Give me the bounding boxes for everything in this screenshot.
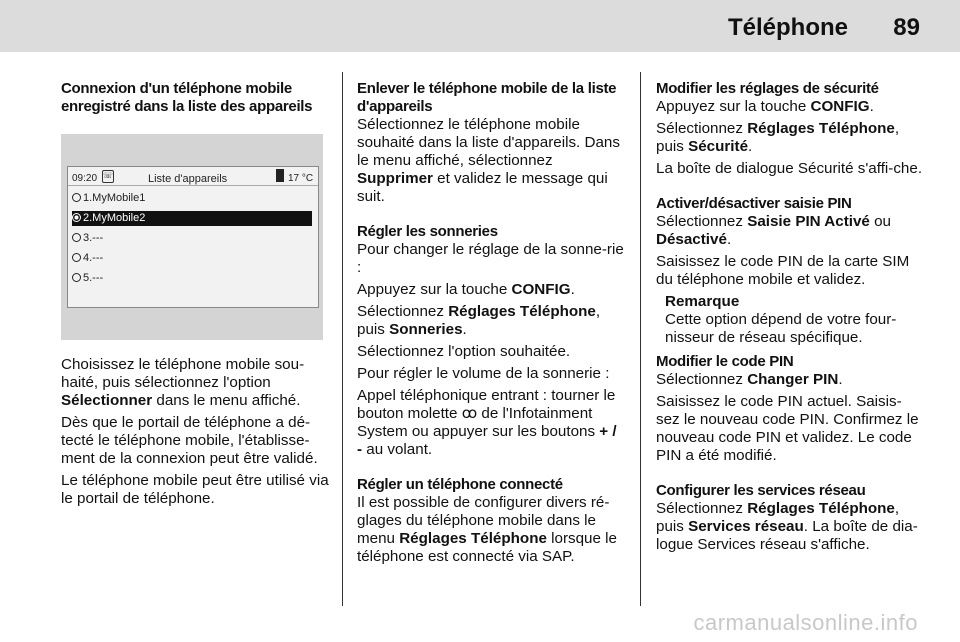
list-item: 1.MyMobile1 (72, 191, 312, 206)
page-number: 89 (893, 14, 920, 41)
paragraph: Sélectionnez Réglages Téléphone, puis Sonneries. (357, 303, 601, 338)
radio-icon (72, 273, 81, 282)
radio-selected-icon (72, 213, 81, 222)
thermometer-icon (276, 169, 284, 182)
column-divider (342, 72, 343, 606)
list-item-selected: 2.MyMobile2 (72, 211, 312, 226)
paragraph: Saisissez le code PIN de la carte SIM du téléphone mobile et validez. (656, 253, 910, 288)
paragraph: Appel téléphonique entrant : tourner le bouton molette ꝏ de l'Infotainment System ou appuyer sur les boutons + / - au volant. (357, 387, 617, 458)
section-heading: Connexion d'un téléphone mobile enregistré dans la liste des appareils (61, 80, 313, 115)
radio-icon (72, 253, 81, 262)
paragraph: La boîte de dialogue Sécurité s'affi-che. (656, 160, 923, 177)
column-divider (640, 72, 641, 606)
column-2 (357, 80, 625, 570)
device-list-figure (61, 134, 323, 340)
section-heading: Régler les sonneries (357, 223, 498, 240)
paragraph: Sélectionnez Réglages Téléphone, puis Sécurité. (656, 120, 900, 155)
note-text: Cette option dépend de votre four-nisseur de réseau spécifique. (665, 311, 897, 346)
screen-status-bar (68, 167, 318, 186)
section-heading: Modifier le code PIN (656, 353, 794, 370)
phone-icon: ☏ (102, 170, 114, 183)
paragraph: Sélectionnez le téléphone mobile souhaité dans la liste d'appareils. Dans le menu affiché, sélectionnez Supprimer et validez le message qui suit. (357, 116, 620, 205)
paragraph: Sélectionnez Saisie PIN Activé ou Désactivé. (656, 213, 891, 248)
paragraph: Saisissez le code PIN actuel. Saisis-sez le nouveau code PIN. Confirmez le nouveau code PIN et validez. Le code PIN a été modifié. (656, 393, 919, 464)
list-item: 3.--- (72, 231, 312, 246)
column-3 (656, 80, 924, 558)
device-list-screen (67, 166, 319, 308)
section-heading: Régler un téléphone connecté (357, 476, 563, 493)
paragraph: Pour changer le réglage de la sonne-rie : (357, 241, 624, 276)
paragraph: Sélectionnez Changer PIN. (656, 371, 843, 388)
page-header (0, 0, 960, 52)
paragraph: Le téléphone mobile peut être utilisé via le portail de téléphone. (61, 472, 329, 507)
screen-temperature: 17 °C (288, 173, 314, 184)
radio-icon (72, 233, 81, 242)
watermark: carmanualsonline.info (693, 610, 918, 635)
list-item: 5.--- (72, 271, 312, 286)
paragraph: Dès que le portail de téléphone a dé-tecté le téléphone mobile, l'établisse-ment de la connexion peut être validé. (61, 414, 318, 467)
section-heading: Modifier les réglages de sécurité (656, 80, 879, 97)
note-title: Remarque (665, 293, 740, 310)
paragraph: Pour régler le volume de la sonnerie : (357, 365, 610, 382)
page-title: Téléphone (727, 14, 848, 41)
paragraph: Il est possible de configurer divers ré-glages du téléphone mobile dans le menu Réglages Téléphone lorsque le téléphone est connecté via SAP. (357, 494, 617, 565)
knob-icon: ꝏ (461, 405, 478, 422)
screen-title: Liste d'appareils (148, 173, 228, 185)
screen-time: 09:20 (72, 173, 98, 184)
paragraph: Sélectionnez l'option souhaitée. (357, 343, 571, 360)
list-item: 4.--- (72, 251, 312, 266)
paragraph: Appuyez sur la touche CONFIG. (357, 281, 575, 298)
section-heading: Configurer les services réseau (656, 482, 866, 499)
paragraph: Appuyez sur la touche CONFIG. (656, 98, 874, 115)
note-box (665, 293, 924, 347)
radio-icon (72, 193, 81, 202)
paragraph: Sélectionnez Réglages Téléphone, puis Services réseau. La boîte de dia-logue Services réseau s'affiche. (656, 500, 918, 553)
paragraph: Choisissez le téléphone mobile sou-haité, puis sélectionnez l'option Sélectionner dans le menu affiché. (61, 356, 305, 409)
section-heading: Enlever le téléphone mobile de la liste d'appareils (357, 80, 617, 115)
section-heading: Activer/désactiver saisie PIN (656, 195, 852, 212)
column-1 (61, 80, 329, 512)
